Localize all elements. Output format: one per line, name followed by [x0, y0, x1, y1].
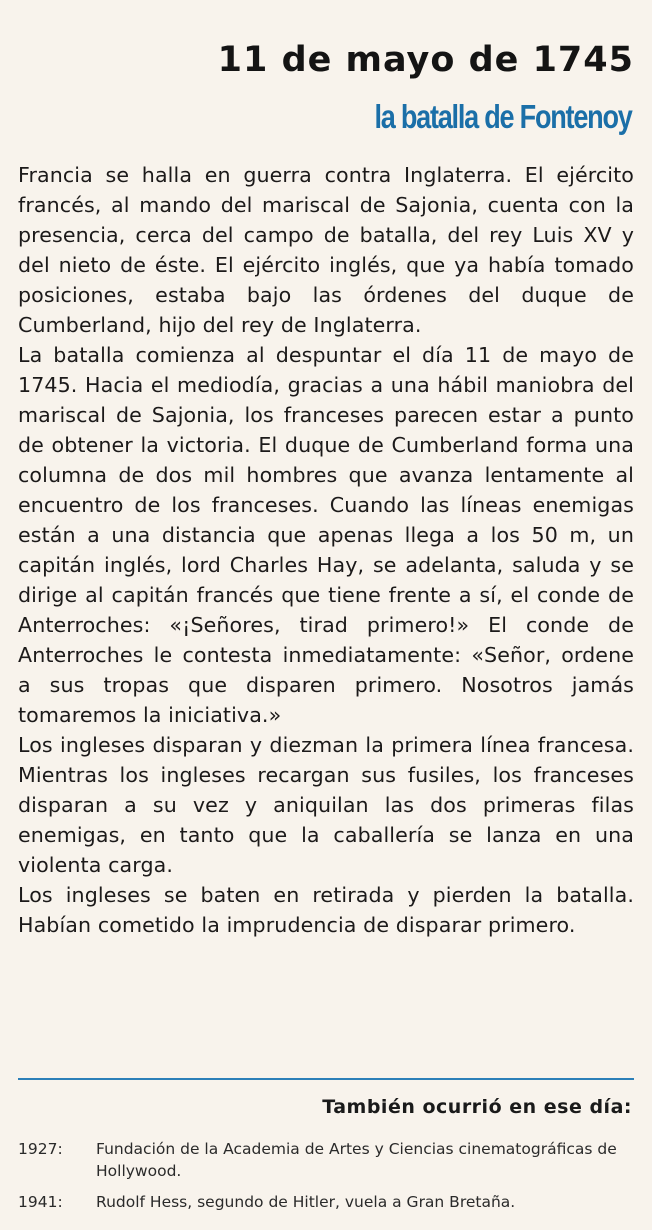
- page-title: 11 de mayo de 1745: [217, 40, 634, 80]
- event-text: Rudolf Hess, segundo de Hitler, vuela a Gran Bretaña.: [96, 1193, 516, 1211]
- event-item: [18, 1138, 634, 1182]
- event-year: 1941:: [18, 1193, 63, 1211]
- page-subtitle: la batalla de Fontenoy: [374, 98, 632, 135]
- paragraph-2: La batalla comienza al despuntar el día 11 de mayo de 1745. Hacia el mediodía, gracias a una hábil maniobra del mariscal de Sajonia, los franceses parecen estar a punto de obtener la victoria. El duque de Cumberland forma una columna de dos mil hombres que avanza lentamente al encuentro de los franceses. Cuando las líneas enemigas están a una distancia que apenas llega a los 50 m, un capitán inglés, lord Charles Hay, se adelanta, saluda y se dirige al capitán francés que tiene frente a sí, el conde de Anterroches: «¡Señores, tirad primero!» El conde de Anterroches le contesta inmediatamente: «Señor, ordene a sus tropas que disparen primero. Nosotros jamás tomaremos la iniciativa.»: [18, 343, 634, 727]
- section-divider: [18, 1078, 634, 1080]
- also-occurred-heading: También ocurrió en ese día:: [322, 1096, 632, 1118]
- article-body: [18, 160, 634, 940]
- event-item: [18, 1191, 634, 1213]
- paragraph-3: Los ingleses disparan y diezman la primera línea francesa. Mientras los ingleses recargan sus fusiles, los franceses disparan a su vez y aniquilan las dos primeras filas enemigas, en tanto que la caballería se lanza en una violenta carga.: [18, 733, 634, 877]
- event-text: Fundación de la Academia de Artes y Ciencias cinematográficas de Hollywood.: [96, 1140, 617, 1180]
- events-list: [18, 1138, 634, 1222]
- event-year: 1927:: [18, 1140, 63, 1158]
- paragraph-1: Francia se halla en guerra contra Inglaterra. El ejército francés, al mando del mariscal de Sajonia, cuenta con la presencia, cerca del campo de batalla, del rey Luis XV y del nieto de éste. El ejército inglés, que ya había tomado posiciones, estaba bajo las órdenes del duque de Cumberland, hijo del rey de Inglaterra.: [18, 163, 634, 337]
- paragraph-4: Los ingleses se baten en retirada y pierden la batalla. Habían cometido la imprudencia de disparar primero.: [18, 883, 634, 937]
